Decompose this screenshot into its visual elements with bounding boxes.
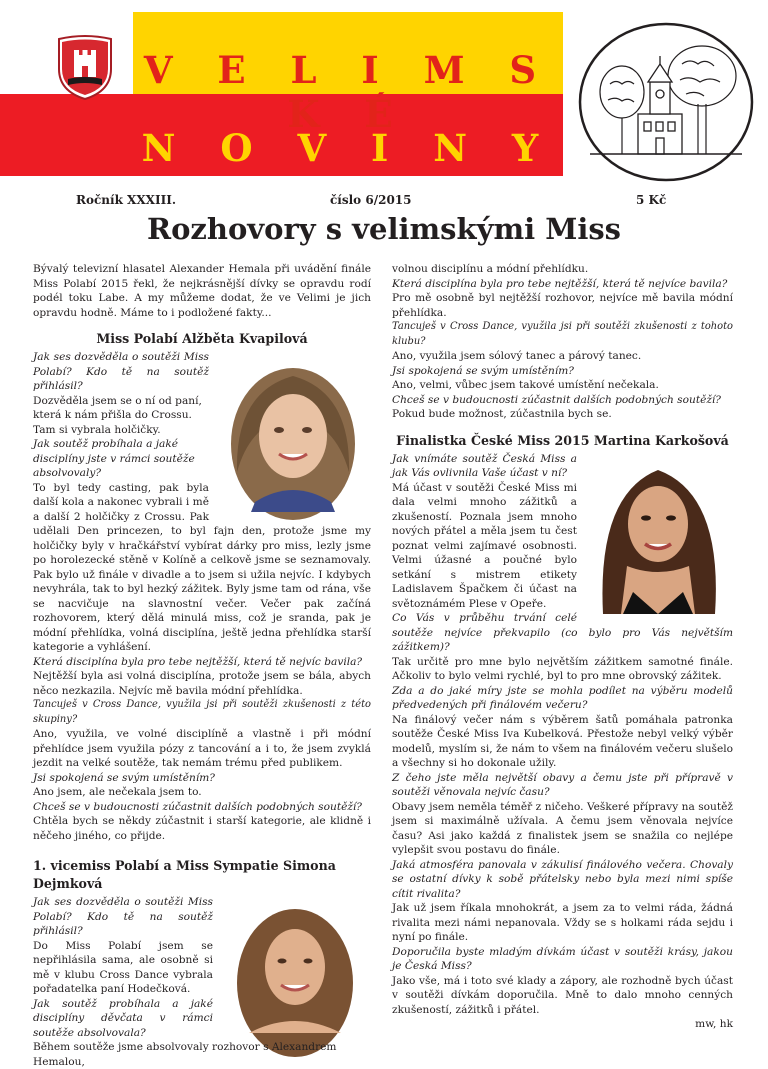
question: Co Vás v průběhu trvání celé soutěže nejvíce překvapilo (co bylo pro Vás největším zážitkem)? <box>392 612 733 653</box>
section-heading-karkosova: Finalistka České Miss 2015 Martina Karkošová <box>396 432 729 448</box>
answer: Dozvěděla jsem se o ní od paní, která k nám přišla do Crossu. Tam si vybrala holčičky. <box>33 394 202 436</box>
answer: Na finálový večer nám s výběrem šatů pomáhala patronka soutěže České Miss Iva Kubelková. Přestože nebyl velký výběr modelů, myslím si, že nám to všem na finálovém večeru slušelo a všechny si ho dokonale užily. <box>392 713 733 769</box>
section-heading-dejmkova: 1. vicemiss Polabí a Miss Sympatie Simona Dejmková <box>33 858 336 891</box>
issue-number: číslo 6/2015 <box>330 193 412 207</box>
answer: Během soutěže jsme absolvovaly rozhovor s Alexandrem Hemalou, <box>33 1041 337 1068</box>
question: Doporučila byste mladým dívkám účast v soutěži krásy, jakou je Česká Miss? <box>392 945 733 972</box>
masthead <box>0 0 768 190</box>
section-heading-kvapilova: Miss Polabí Alžběta Kvapilová <box>96 331 308 346</box>
question: Z čeho jste měla největší obavy a čemu jste při přípravě v soutěži věnovala nejvíc času? <box>392 771 733 798</box>
answer: Jak už jsem říkala mnohokrát, a jsem za to velmi ráda, žádná rivalita mezi námi nepanovala. Vždy se s holkami ráda sejdu i nyní po finále. <box>392 902 733 943</box>
answer: Nejtěžší byla asi volná disciplína, protože jsem se bála, abych něco nezkazila. Nejvíc mě bavila módní přehlídka. <box>33 670 371 697</box>
price-label: 5 Kč <box>636 193 667 207</box>
intro-paragraph: Bývalý televizní hlasatel Alexander Hemala při uvádění finále Miss Polabí 2015 řekl, že nejkrásnější dívky se opravdu rodí podél toku Labe. A my můžeme dodat, že ve Velimi je jich opravdu hodně. Máme to i podložené fakty... <box>33 263 371 319</box>
coat-of-arms-icon <box>56 33 114 101</box>
question: Tancuješ v Cross Dance, využila jsi při soutěži zkušenosti z tohoto klubu? <box>392 321 733 347</box>
question: Jak ses dozvěděla o soutěži Miss Polabí? Kdo tě na soutěž přihlásil? <box>33 351 209 392</box>
answer: Ano, velmi, vůbec jsem takové umístění nečekala. <box>392 379 659 391</box>
question: Která disciplína byla pro tebe nejtěžší, která tě nejvíce bavila? <box>392 277 728 290</box>
answer: Chtěla bych se někdy zúčastnit i starší kategorie, ale klidně i něčeho jiného, co přijde. <box>33 815 371 842</box>
question: Chceš se v budoucnosti zúčastnit dalších podobných soutěží? <box>392 393 721 406</box>
left-column <box>33 262 371 1069</box>
masthead-title-line1: V E L I M S K É <box>143 48 553 136</box>
question: Jsi spokojená se svým umístěním? <box>392 364 574 377</box>
question: Jak vnímáte soutěž Česká Miss a jak Vás ovlivnila Vaše účast v ní? <box>392 452 577 479</box>
castle-drawing-icon <box>570 14 762 190</box>
answer: Pro mě osobně byl nejtěžší rozhovor, nejvíce mě bavila módní přehlídka. <box>392 292 733 319</box>
photo-alzbeta-kvapilova <box>215 352 371 512</box>
question: Zda a do jaké míry jste se mohla podílet na výběru modelů předvedených při finálovém večeru? <box>392 684 733 711</box>
photo-simona-dejmkova <box>219 897 371 1033</box>
question: Jsi spokojená se svým umístěním? <box>33 771 215 784</box>
answer: volnou disciplínu a módní přehlídku. <box>392 263 589 275</box>
question: Jaká atmosféra panovala v zákulisí finálového večera. Chovaly se ostatní dívky k sobě přátelsky nebo byla mezi nimi spíše cítit rivalita? <box>392 858 733 900</box>
answer: Ano, využila, ve volné disciplíně a vlastně i při módní přehlídce jsem využila pózy z tancování a i to, že jsem zvyklá jezdit na velké soutěže, tak nemám trému před publikem. <box>33 728 371 769</box>
article-headline: Rozhovory s velimskými Miss <box>146 212 622 246</box>
question: Jak soutěž probíhala a jaké disciplíny jste v rámci soutěže absolvovaly? <box>33 438 195 479</box>
answer: Má účast v soutěži České Miss mi dala velmi mnoho zážitků a zkušeností. Poznala jsem mnoho nových přátel a měla jsem tu čest poznat velmi zajímavé osobnosti. Velmi úžasné a poučné bylo setkání s mistrem etikety Ladislavem Špačkem či účast na světoznámém Plese v Opeře. <box>392 481 577 610</box>
question: Chceš se v budoucnosti zúčastnit dalších podobných soutěží? <box>33 800 362 813</box>
volume-label: Ročník XXXIII. <box>76 193 177 207</box>
answer: Tak určitě pro mne bylo největším zážitkem samotné finále. Ačkoliv to bylo velmi rychlé, byl to pro mne obrovský zážitek. <box>392 655 733 682</box>
question: Jak soutěž probíhala a jaké disciplíny děvčata v rámci soutěže absolvovala? <box>33 997 213 1039</box>
answer: Jako vše, má i toto své klady a zápory, ale rozhodně bych účast v soutěži dívkám doporučila. Mně to dalo mnoho cenných zkušeností, zážitků i přátel. <box>392 974 733 1016</box>
question: Která disciplína byla pro tebe nejtěžší, která tě nejvíc bavila? <box>33 655 363 668</box>
photo-martina-karkosova <box>583 454 733 614</box>
question: Jak ses dozvěděla o soutěži Miss Polabí? Kdo tě na soutěž přihlásil? <box>33 896 213 937</box>
masthead-title-line2: N O V I N Y <box>141 126 555 170</box>
answer: Ano, využila jsem sólový tanec a párový tanec. <box>392 350 642 362</box>
right-column <box>392 262 733 1032</box>
author-signature: mw, hk <box>695 1018 733 1030</box>
answer: Do Miss Polabí jsem se nepřihlásila sama, ale osobně si mě v klubu Cross Dance vybrala pořadatelka paní Hodečková. <box>33 939 213 995</box>
question: Tancuješ v Cross Dance, využila jsi při soutěži zkušenosti z této skupiny? <box>33 699 371 725</box>
answer: To byl tedy casting, pak byla další kola a nakonec vybrali i mě a další 2 holčičky z Crossu. Pak udělali Den princezen, to byl fajn den, protože jsme my holčičky byly v hračkářství vybírat dárky pro miss, lezly jsme po horolezecké stěně v Kolíně a celkově jsme se seznamovaly. Pak bylo už finále v divadle a to jsem si užila nejvíc. I kdybych nevyhrála, tak to byl hezký zážitek. Byly jsme tam od rána, vše se nacvičuje na slavnostní večer. Večer pak začíná rozhovorem, který dělá minulá miss, což je sranda, pak je módní přehlídka, volná disciplína, ještě jedna přehlídka starší kategorie a vyhlášení. <box>33 481 371 653</box>
answer: Pokud bude možnost, zúčastnila bych se. <box>392 408 612 420</box>
answer: Ano jsem, ale nečekala jsem to. <box>33 786 202 798</box>
answer: Obavy jsem neměla téměř z ničeho. Veškeré přípravy na soutěž jsem si maximálně užívala. A čemu jsem věnovala nejvíce času? Asi jako každá z finalistek jsem se snažila co nejlépe vylepšit svou postavu do finále. <box>392 800 733 856</box>
